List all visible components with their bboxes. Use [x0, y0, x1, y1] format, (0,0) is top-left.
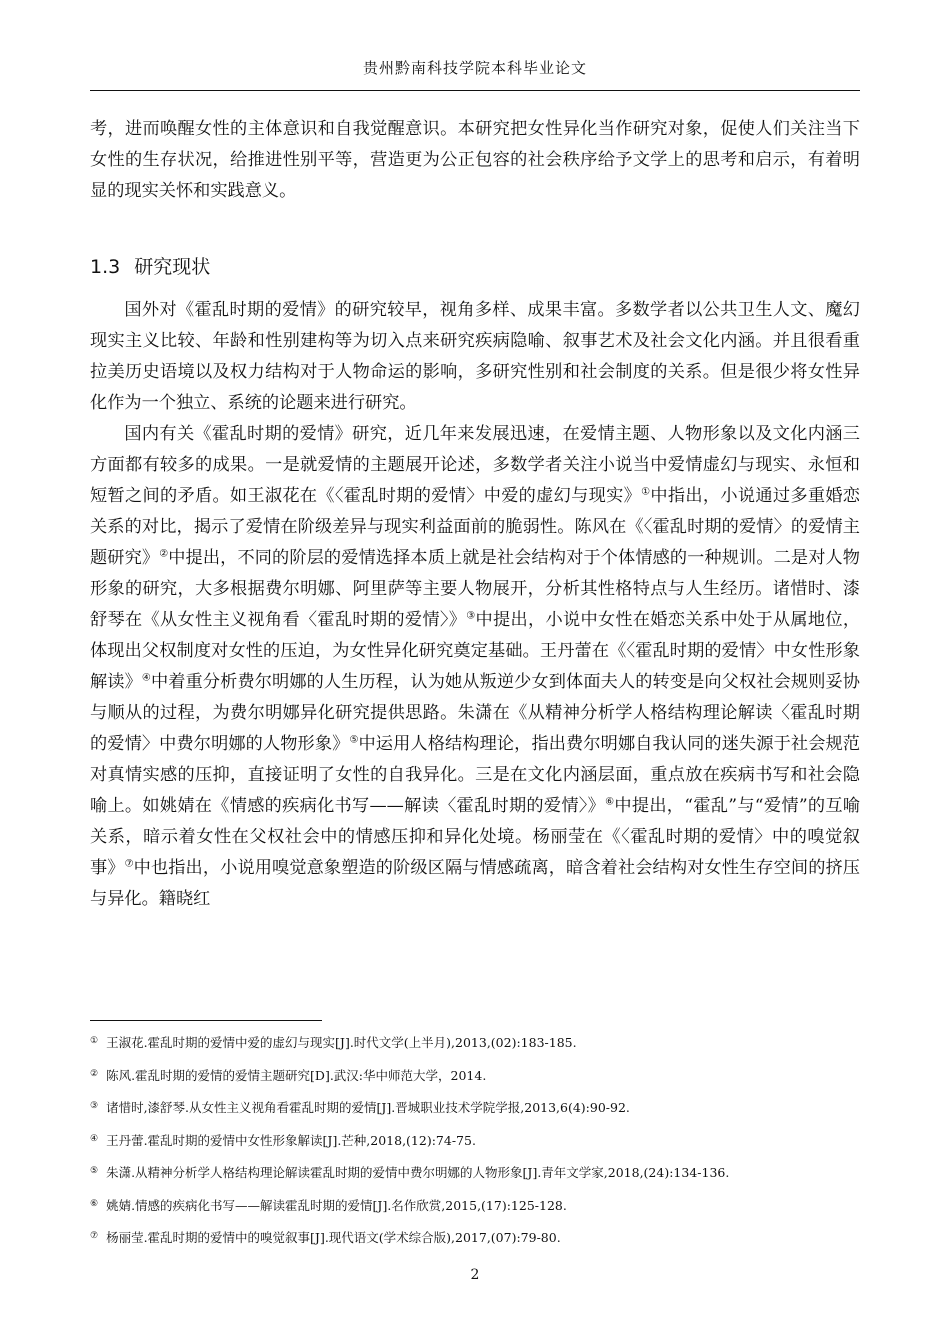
- text-segment: 中着重分析费尔明娜的人生历程，认为她从叛逆少女到体面夫人的转变是向父权社会规则妥协与顺从的过程，为费尔明娜异化研究提供思路。朱潇在《从精神分析学人格结构理论解读〈霍乱时期的爱情〉中费尔明娜的人物形象》: [90, 672, 860, 754]
- text-segment: 中提出，小说中女性在婚恋关系中处于从属地位，体现出父权制度对女性的压迫，为女性异化研究奠定基础。王丹蕾在《〈霍乱时期的爱情〉中女性形象解读》: [90, 610, 861, 692]
- header-rule: [90, 90, 860, 91]
- footnote-mark: ①: [90, 1036, 99, 1046]
- footnote-mark: ②: [90, 1068, 99, 1079]
- footnote-text: 王丹蕾.霍乱时期的爱情中女性形象解读[J].芒种,2018,(12):74-75.: [106, 1132, 476, 1148]
- footnote-text: 陈风.霍乱时期的爱情的爱情主题研究[D].武汉:华中师范大学，2014.: [106, 1067, 487, 1083]
- footnote-ref: ③: [466, 610, 476, 622]
- footnote-text: 诸惜时,漆舒琴.从女性主义视角看霍乱时期的爱情[J].晋城职业技术学院学报,2013,6(4):90-92.: [106, 1100, 630, 1115]
- text-segment: 国内有关《霍乱时期的爱情》研究，近几年来发展迅速，在爱情主题、人物形象以及文化内涵三方面都有较多的成果。一是就爱情的主题展开论述，多数学者关注小说当中爱情虚幻与现实、永恒和短暂之间的矛盾。如王淑花在《〈霍乱时期的爱情〉中爱的虚幻与现实》: [90, 424, 860, 506]
- text-segment: 中运用人格结构理论，指出费尔明娜自我认同的迷失源于社会规范对真情实感的压抑，直接证明了女性的自我异化。三是在文化内涵层面，重点放在疾病书写和社会隐喻上。如姚婧在《情感的疾病化书写——解读〈霍乱时期的爱情〉》: [90, 734, 860, 816]
- footnote-ref: ②: [159, 548, 169, 560]
- footnote-item: [90, 1165, 870, 1198]
- text-segment: 中也指出，小说用嗅觉意象塑造的阶级区隔与情感疏离，暗含着社会结构对女性生存空间的挤压与异化。籍晓红: [90, 858, 860, 909]
- text-segment: 中指出，小说通过多重婚恋关系的对比，揭示了爱情在阶级差异与现实利益面前的脆弱性。陈风在《〈霍乱时期的爱情〉的爱情主题研究》: [90, 486, 860, 568]
- paragraph-foreign-research: 国外对《霍乱时期的爱情》的研究较早，视角多样、成果丰富。多数学者以公共卫生人文、魔幻现实主义比较、年龄和性别建构等为切入点来研究疾病隐喻、叙事艺术及社会文化内涵。并且很看重拉美历史语境以及权力结构对于人物命运的影响，多研究性别和社会制度的关系。但是很少将女性异化作为一个独立、系统的论题来进行研究。: [90, 300, 860, 413]
- section-heading: [90, 252, 210, 282]
- footnote-mark: ⑥: [90, 1198, 99, 1209]
- footnote-text: 杨丽莹.霍乱时期的爱情中的嗅觉叙事[J].现代语文(学术综合版),2017,(07):79-80.: [106, 1230, 561, 1245]
- footnote-item: [90, 1230, 870, 1263]
- page-number: 2: [470, 1267, 480, 1283]
- page-header: 贵州黔南科技学院本科毕业论文: [362, 59, 587, 77]
- text-segment: 中提出，“霍乱”与“爱情”的互喻关系，暗示着女性在父权社会中的情感压抑和异化处境。杨丽莹在《〈霍乱时期的爱情〉中的嗅觉叙事》: [90, 796, 861, 878]
- footnote-text: 姚婧.情感的疾病化书写——解读霍乱时期的爱情[J].名作欣赏,2015,(17):125-128.: [106, 1197, 567, 1213]
- footnote-mark: ④: [90, 1133, 99, 1144]
- footnote-ref: ⑥: [605, 796, 615, 808]
- intro-paragraph-block: [90, 114, 860, 207]
- footnote-text: 王淑花.霍乱时期的爱情中爱的虚幻与现实[J].时代文学(上半月),2013,(02):183-185.: [106, 1035, 577, 1050]
- footnote-mark: ③: [90, 1101, 99, 1111]
- footnote-item: [90, 1100, 870, 1133]
- footnote-mark: ⑦: [90, 1231, 99, 1241]
- text-segment: 中提出，不同的阶层的爱情选择本质上就是社会结构对于个体情感的一种规训。二是对人物形象的研究，大多根据费尔明娜、阿里萨等主要人物展开，分析其性格特点与人生经历。诸惜时、漆舒琴在《从女性主义视角看〈霍乱时期的爱情〉》: [90, 548, 860, 630]
- footnote-item: [90, 1133, 870, 1166]
- section-title: 研究现状: [134, 256, 211, 278]
- footnote-item: [90, 1068, 870, 1101]
- footnotes: [90, 1035, 870, 1263]
- main-text-block: [90, 295, 860, 915]
- footnote-ref: ④: [141, 672, 151, 684]
- footnote-item: [90, 1198, 870, 1231]
- footnote-ref: ⑦: [124, 858, 134, 870]
- section-number: 1.3: [90, 256, 121, 278]
- footnote-item: [90, 1035, 870, 1068]
- footnote-ref: ①: [641, 486, 651, 498]
- footnote-mark: ⑤: [90, 1166, 99, 1176]
- footnote-text: 朱潇.从精神分析学人格结构理论解读霍乱时期的爱情中费尔明娜的人物形象[J].青年文学家,2018,(24):134-136.: [106, 1165, 730, 1180]
- footnote-ref: ⑤: [349, 734, 359, 746]
- paragraph-domestic-research: [90, 419, 860, 915]
- paragraph-continuation: 考，进而唤醒女性的主体意识和自我觉醒意识。本研究把女性异化当作研究对象，促使人们关注当下女性的生存状况，给推进性别平等，营造更为公正包容的社会秩序给予文学上的思考和启示，有着明显的现实关怀和实践意义。: [90, 119, 860, 201]
- footnote-separator: [90, 1020, 322, 1021]
